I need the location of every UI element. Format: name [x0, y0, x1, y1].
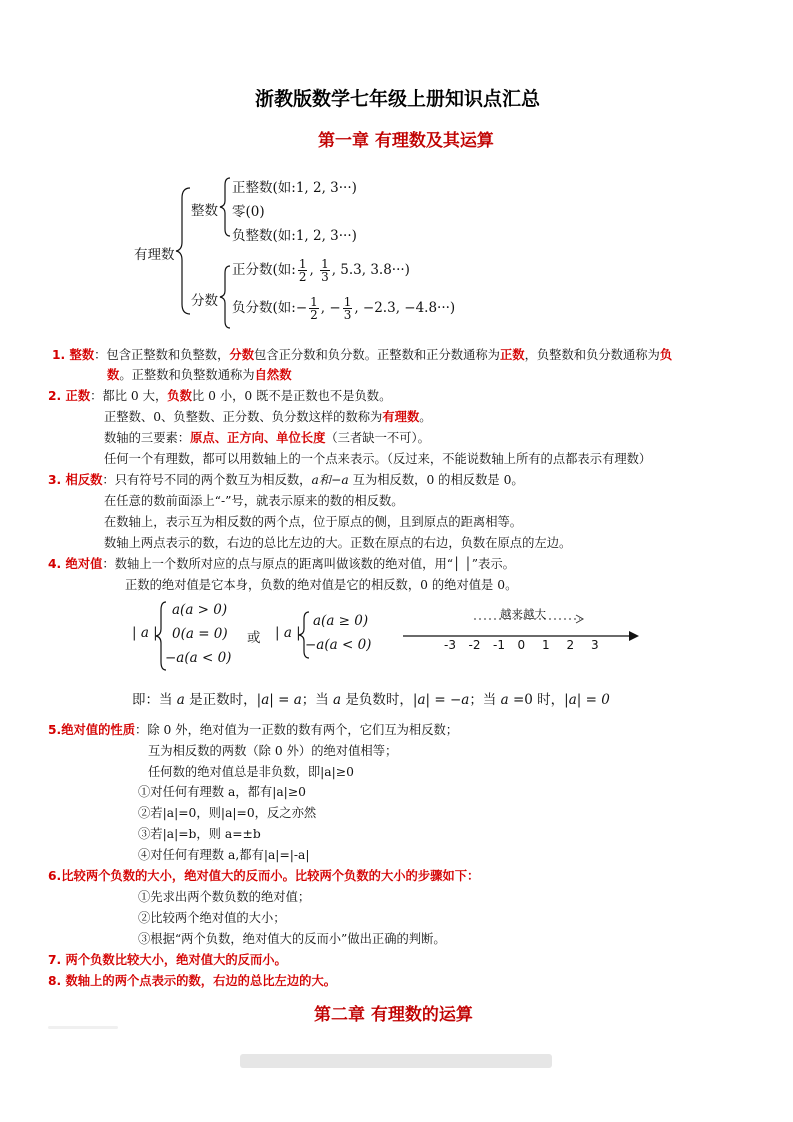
section-7: 7. 两个负数比较大小，绝对值大的反而小。	[48, 953, 287, 967]
section-5-item-3: ③若|a|=b，则 a=±b	[138, 827, 261, 841]
section-6-item-2: ②比较两个绝对值的大小；	[138, 911, 286, 925]
fraction-one-half: $\frac{1}{2}$	[298, 257, 307, 284]
tree-negative-fractions: 负分数(如:− $\frac{1}{2}$ , − $\frac{1}{3}$ , −2.3, −4.8···)	[232, 295, 456, 322]
piecewise-case-2: 0(a = 0)	[172, 626, 228, 642]
number-line-dashed-arrow	[472, 614, 592, 624]
tree-zero: 零(0)	[232, 204, 265, 220]
section-3-line-3: 在数轴上，表示互为相反数的两个点，位于原点的侧，且到原点的距离相等。	[104, 515, 523, 529]
section-1-line-2: 数。正整数和负整数通称为自然数	[107, 368, 292, 382]
piecewise2-case-2: −a(a < 0)	[305, 637, 372, 653]
section-4-line-1: 4. 绝对值：数轴上一个数所对应的点与原点的距离叫做该数的绝对值，用“│ │”表示。	[48, 557, 515, 571]
section-5-line-3: 任何数的绝对值总是非负数，即|a|≥0	[148, 765, 354, 779]
section-2-line-3: 数轴的三要素：原点、正方向、单位长度（三者缺一不可）。	[104, 431, 430, 445]
number-line-tick-label: -2	[468, 638, 481, 652]
section-5-item-2: ②若|a|=0，则|a|=0，反之亦然	[138, 806, 317, 820]
section-6-item-1: ①先求出两个数负数的绝对值；	[138, 890, 311, 904]
or-label: 或	[247, 630, 261, 646]
abs-a-label-1: | a |	[132, 625, 158, 641]
section-5-line-2: 互为相反数的两数（除 0 外）的绝对值相等；	[148, 744, 398, 758]
section-2-line-1: 2. 正数：都比 0 大，负数比 0 小，0 既不是正数也不是负数。	[48, 389, 392, 403]
section-3-line-1: 3. 相反数：只有符号不同的两个数互为相反数，a和−a 互为相反数，0 的相反数是 0。	[48, 473, 524, 487]
chapter-1-heading: 第一章 有理数及其运算	[318, 131, 494, 151]
number-line-tick-label: -1	[493, 638, 505, 652]
number-line-tick-label: 1	[542, 638, 550, 652]
tree-fractions: 分数	[191, 293, 218, 309]
fraction-one-third: $\frac{1}{3}$	[321, 257, 329, 284]
section-2-line-4: 任何一个有理数，都可以用数轴上的一个点来表示。（反过来，不能说数轴上所有的点都表示有理数）	[104, 452, 652, 466]
tree-positive-integers: 正整数(如:1, 2, 3···)	[232, 180, 357, 196]
piecewise2-case-1: a(a ≥ 0)	[313, 613, 369, 629]
page-title: 浙教版数学七年级上册知识点汇总	[255, 88, 541, 110]
number-line-tick-label: 2	[566, 638, 575, 652]
section-1-line-1: 1. 整数：包含正整数和负整数，分数包含正分数和负分数。正整数和正分数通称为正数，负整数和负分数通称为负	[52, 348, 673, 362]
abs-summary: 即：当 a 是正数时，|a| = a；当 a 是负数时，|a| = −a；当 a =0 时，|a| = 0	[132, 692, 610, 708]
tree-root: 有理数	[134, 247, 175, 263]
number-line-tick-label: 3	[591, 638, 599, 652]
number-line-tick-label: -3	[444, 638, 456, 652]
section-5-item-4: ④对任何有理数 a,都有|a|=|-a|	[138, 848, 310, 862]
number-line-tick-label: 0	[517, 638, 526, 652]
section-8: 8. 数轴上的两个点表示的数，右边的总比左边的大。	[48, 974, 337, 988]
section-3-line-2: 在任意的数前面添上“-”号，就表示原来的数的相反数。	[104, 494, 404, 508]
piecewise-case-1: a(a > 0)	[172, 602, 228, 618]
tree-integers: 整数	[191, 203, 218, 219]
chapter-2-heading: 第二章 有理数的运算	[314, 1005, 473, 1025]
section-6-item-3: ③根据“两个负数，绝对值大的反而小”做出正确的判断。	[138, 932, 446, 946]
piecewise-case-3: −a(a < 0)	[165, 650, 232, 666]
fraction-neg-one-half: $\frac{1}{2}$	[310, 295, 318, 322]
section-5-line-1: 5.绝对值的性质：除 0 外，绝对值为一正数的数有两个，它们互为相反数；	[48, 723, 459, 737]
footer-rule	[48, 1026, 118, 1029]
fraction-neg-one-third: $\frac{1}{3}$	[343, 295, 352, 322]
number-line-label: 越来越大	[500, 607, 546, 621]
tree-negative-integers: 负整数(如:1, 2, 3···)	[232, 228, 357, 244]
section-4-line-2: 正数的绝对值是它本身，负数的绝对值是它的相反数，0 的绝对值是 0。	[125, 578, 518, 592]
section-3-line-4: 数轴上两点表示的数，右边的总比左边的大。正数在原点的右边，负数在原点的左边。	[104, 536, 572, 550]
abs-a-label-2: | a |	[275, 625, 301, 641]
section-5-item-1: ①对任何有理数 a，都有|a|≥0	[138, 785, 306, 799]
tree-positive-fractions: 正分数(如: $\frac{1}{2}$ , $\frac{1}{3}$ , 5.3, 3.8···)	[232, 257, 410, 284]
section-6-heading: 6.比较两个负数的大小，绝对值大的反而小。比较两个负数的大小的步骤如下：	[48, 869, 480, 883]
blurred-footer-text	[240, 1054, 552, 1068]
section-2-line-2: 正整数、0、负整数、正分数、负分数这样的数称为有理数。	[104, 410, 432, 424]
